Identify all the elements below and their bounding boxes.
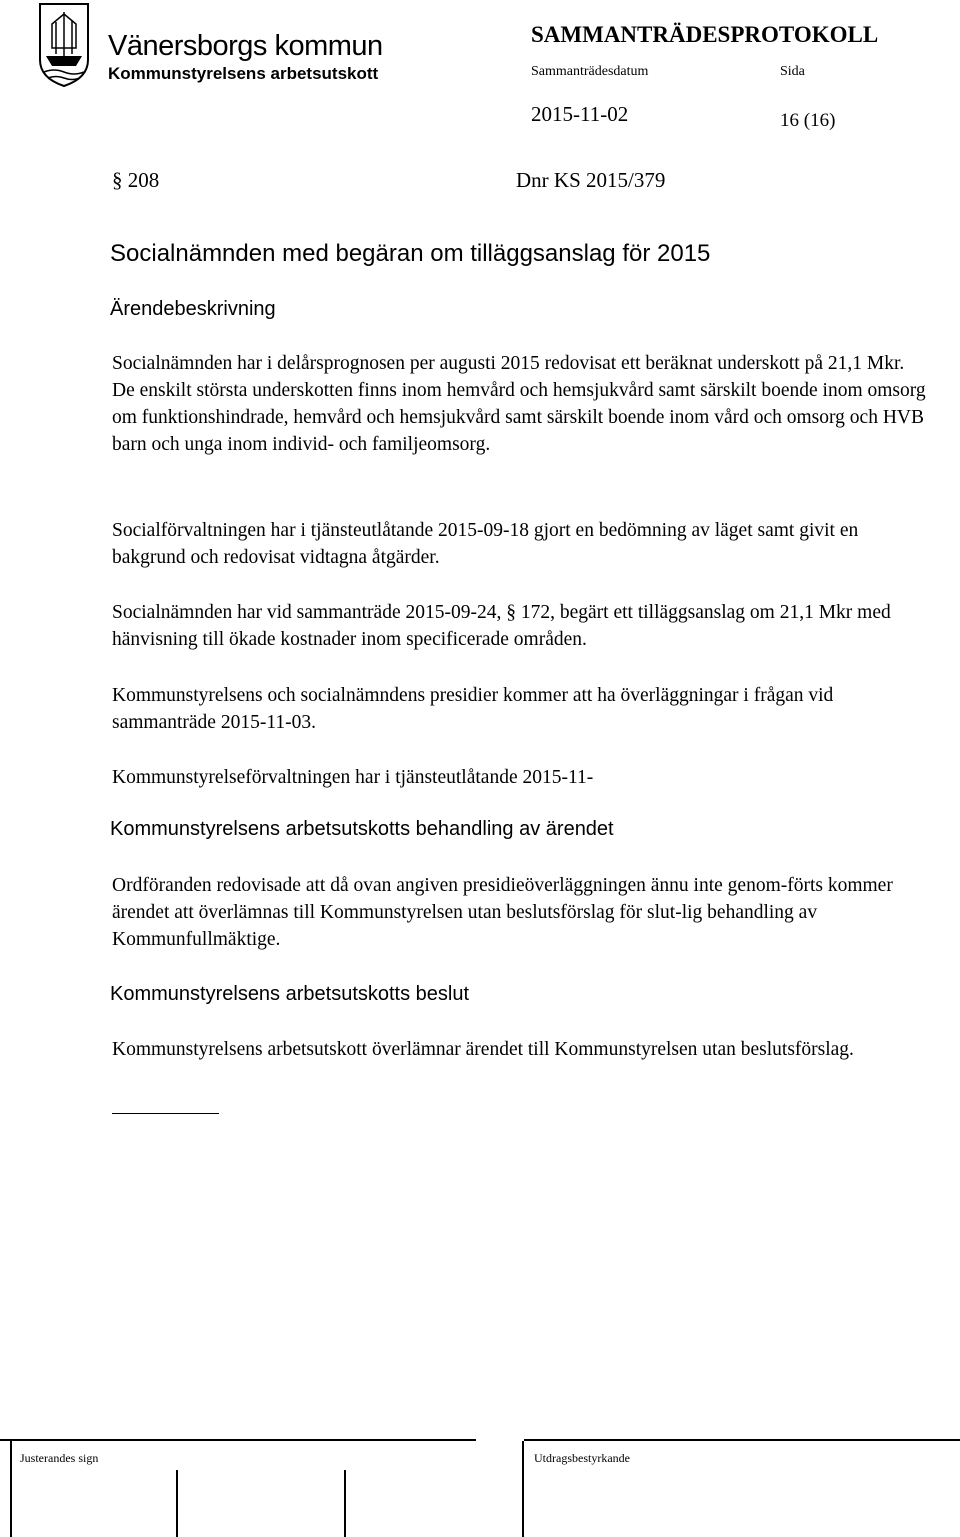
- decision-heading: Kommunstyrelsens arbetsutskotts beslut: [110, 983, 470, 1005]
- handling-heading: Kommunstyrelsens arbetsutskotts behandling av ärendet: [110, 818, 614, 840]
- page-label: Sida: [780, 64, 805, 79]
- extract-certification-label: Utdragsbestyrkande: [534, 1451, 630, 1465]
- end-of-item-rule: [112, 1113, 219, 1114]
- paragraph-number: § 208: [112, 168, 160, 192]
- description-paragraph-2: Socialförvaltningen har i tjänsteutlåtande 2015-09-18 gjort en bedömning av läget samt givit en bakgrund och redovisat vidtagna åtgärder.: [112, 520, 859, 568]
- diary-number: Dnr KS 2015/379: [516, 168, 666, 192]
- description-paragraph-5: Kommunstyrelseförvaltningen har i tjänsteutlåtande 2015-11-: [112, 767, 594, 788]
- municipal-crest-ship-logo: [38, 2, 90, 88]
- description-heading: Ärendebeskrivning: [110, 298, 276, 320]
- meeting-date-label: Sammanträdesdatum: [531, 64, 649, 79]
- description-paragraph-1: Socialnämnden har i delårsprognosen per augusti 2015 redovisat ett beräknat underskott på 21,1 Mkr. De enskilt största underskotten finns inom hemvård och hemsjukvård samt särskilt boende inom omsorg om funktionshindrade, hemvård och hemsjukvård samt särskilt boende inom vård och omsorg och HVB barn och unga inom individ- och familjeomsorg.: [112, 353, 926, 455]
- signature-label: Justerandes sign: [20, 1451, 99, 1465]
- signature-box-divider: [344, 1470, 346, 1537]
- footer-rule-sign: [0, 1439, 476, 1441]
- meeting-date: 2015-11-02: [531, 102, 629, 126]
- signature-box-divider: [522, 1441, 524, 1537]
- handling-paragraph: Ordföranden redovisade att då ovan angiven presidieöverläggningen ännu inte genom-förts kommer ärendet att överlämnas till Kommunstyrelsen utan beslutsförslag för slut-lig behandling av Kommunfullmäktige.: [112, 875, 893, 950]
- signature-box-divider: [10, 1441, 12, 1537]
- footer-rule-extract: [524, 1439, 960, 1441]
- decision-paragraph: Kommunstyrelsens arbetsutskott överlämnar ärendet till Kommunstyrelsen utan beslutsförslag.: [112, 1039, 854, 1060]
- signature-box-divider: [176, 1470, 178, 1537]
- organization-unit: Kommunstyrelsens arbetsutskott: [108, 64, 379, 83]
- description-paragraph-4: Kommunstyrelsens och socialnämndens presidier kommer att ha överläggningar i frågan vid sammanträde 2015-11-03.: [112, 685, 834, 733]
- page-number: 16 (16): [780, 110, 836, 131]
- organization-name: Vänersborgs kommun: [108, 30, 383, 62]
- page-title: Socialnämnden med begäran om tilläggsanslag för 2015: [110, 240, 711, 267]
- description-paragraph-3: Socialnämnden har vid sammanträde 2015-09-24, § 172, begärt ett tilläggsanslag om 21,1 Mkr med hänvisning till ökade kostnader inom specificerade områden.: [112, 602, 891, 650]
- document-type: SAMMANTRÄDESPROTOKOLL: [531, 22, 879, 47]
